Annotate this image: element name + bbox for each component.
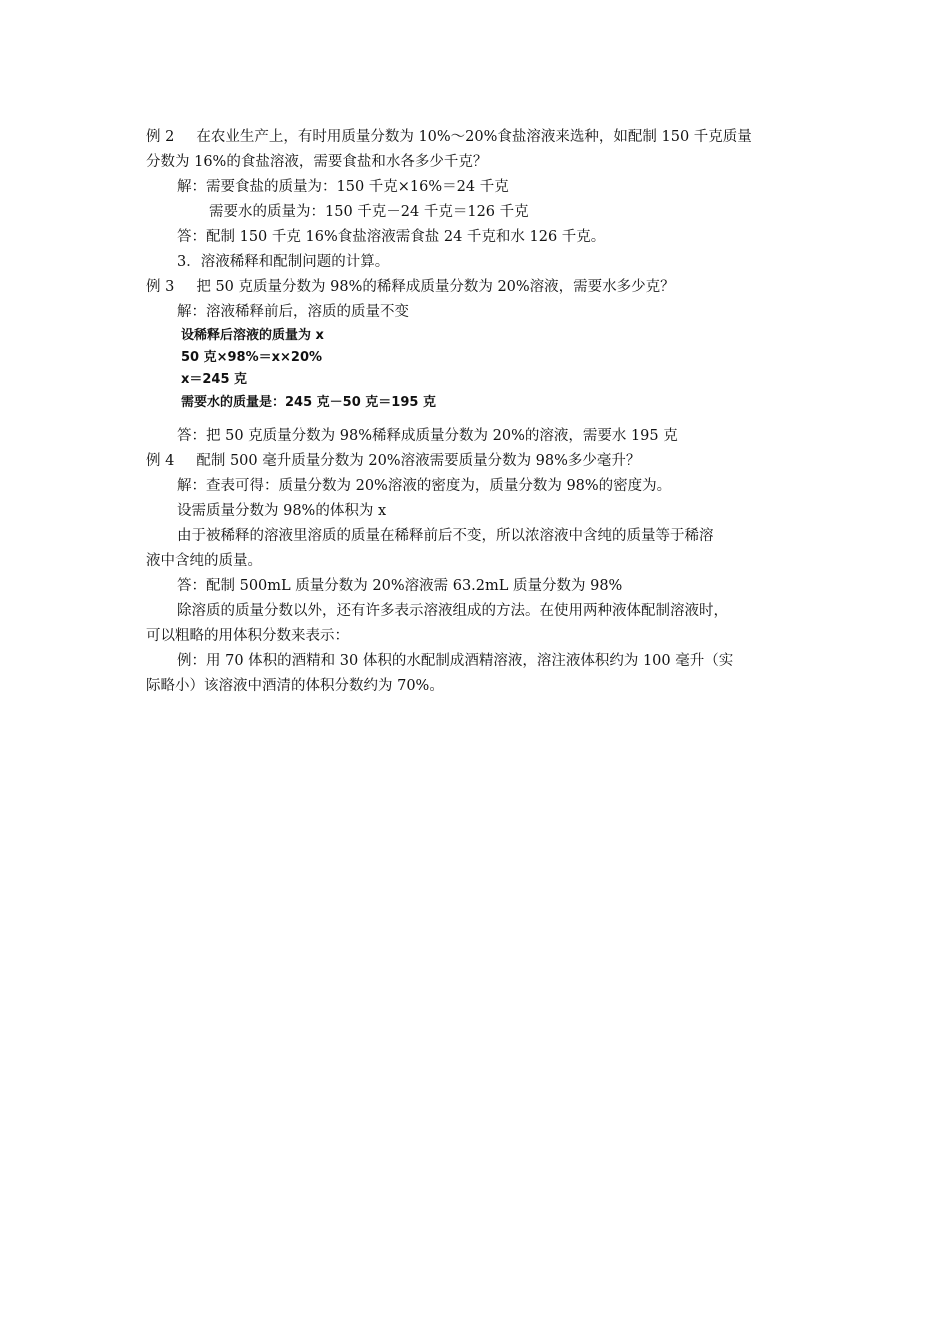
example3-calc-line: 设稀释后溶液的质量为 x	[181, 328, 324, 343]
example3-calc-line: x＝245 克	[181, 372, 248, 387]
example4-explanation-line2: 液中含纯的质量。	[146, 553, 262, 569]
volume-fraction-paragraph-line1: 除溶质的质量分数以外，还有许多表示溶液组成的方法。在使用两种液体配制溶液时，	[177, 603, 728, 619]
example3-question-text: 把 50 克质量分数为 98%的稀释成质量分数为 20%溶液，需要水多少克？	[196, 279, 675, 295]
example4-solution-line2: 设需质量分数为 98%的体积为 x	[177, 503, 387, 519]
example3-label: 例 3	[146, 279, 175, 295]
example3-answer: 答：把 50 克质量分数为 98%稀释成质量分数为 20%的溶液，需要水 195 克	[177, 428, 678, 444]
example2-question-line1	[146, 127, 816, 147]
volume-fraction-paragraph-line2: 可以粗略的用体积分数来表示：	[146, 628, 349, 644]
example2-question-text: 在农业生产上，有时用质量分数为 10%～20%食盐溶液来选种，如配制 150 千克质量	[196, 129, 752, 145]
example2-label: 例 2	[146, 129, 175, 145]
example4-explanation-line1: 由于被稀释的溶液里溶质的质量在稀释前后不变，所以浓溶液中含纯的质量等于稀溶	[177, 528, 714, 544]
example2-answer: 答：配制 150 千克 16%食盐溶液需食盐 24 千克和水 126 千克。	[177, 229, 606, 245]
example4-question	[146, 451, 816, 471]
example3-calc-line: 50 克×98%＝x×20%	[181, 350, 323, 365]
section3-heading: 3．溶液稀释和配制问题的计算。	[177, 254, 390, 270]
example3-question	[146, 277, 816, 297]
example4-question-text: 配制 500 毫升质量分数为 20%溶液需要质量分数为 98%多少毫升？	[196, 453, 641, 469]
example2-solution-line2: 需要水的质量为：150 千克－24 千克＝126 千克	[209, 204, 529, 220]
example2-question-line2: 分数为 16%的食盐溶液，需要食盐和水各多少千克？	[146, 154, 488, 170]
volume-fraction-example-line2: 际略小）该溶液中酒清的体积分数约为 70%。	[146, 678, 444, 694]
example4-answer: 答：配制 500mL 质量分数为 20%溶液需 63.2mL 质量分数为 98%	[177, 578, 623, 594]
example2-solution-line1: 解：需要食盐的质量为：150 千克×16%＝24 千克	[177, 179, 509, 195]
volume-fraction-example-line1: 例：用 70 体积的酒精和 30 体积的水配制成酒精溶液，溶注液体积约为 100 毫升（实	[177, 653, 734, 669]
example3-calc-line: 需要水的质量是：245 克－50 克＝195 克	[181, 395, 436, 410]
example4-label: 例 4	[146, 453, 175, 469]
example4-solution-line1: 解：查表可得：质量分数为 20%溶液的密度为，质量分数为 98%的密度为。	[177, 478, 672, 494]
example3-solution-intro: 解：溶液稀释前后，溶质的质量不变	[177, 304, 409, 320]
